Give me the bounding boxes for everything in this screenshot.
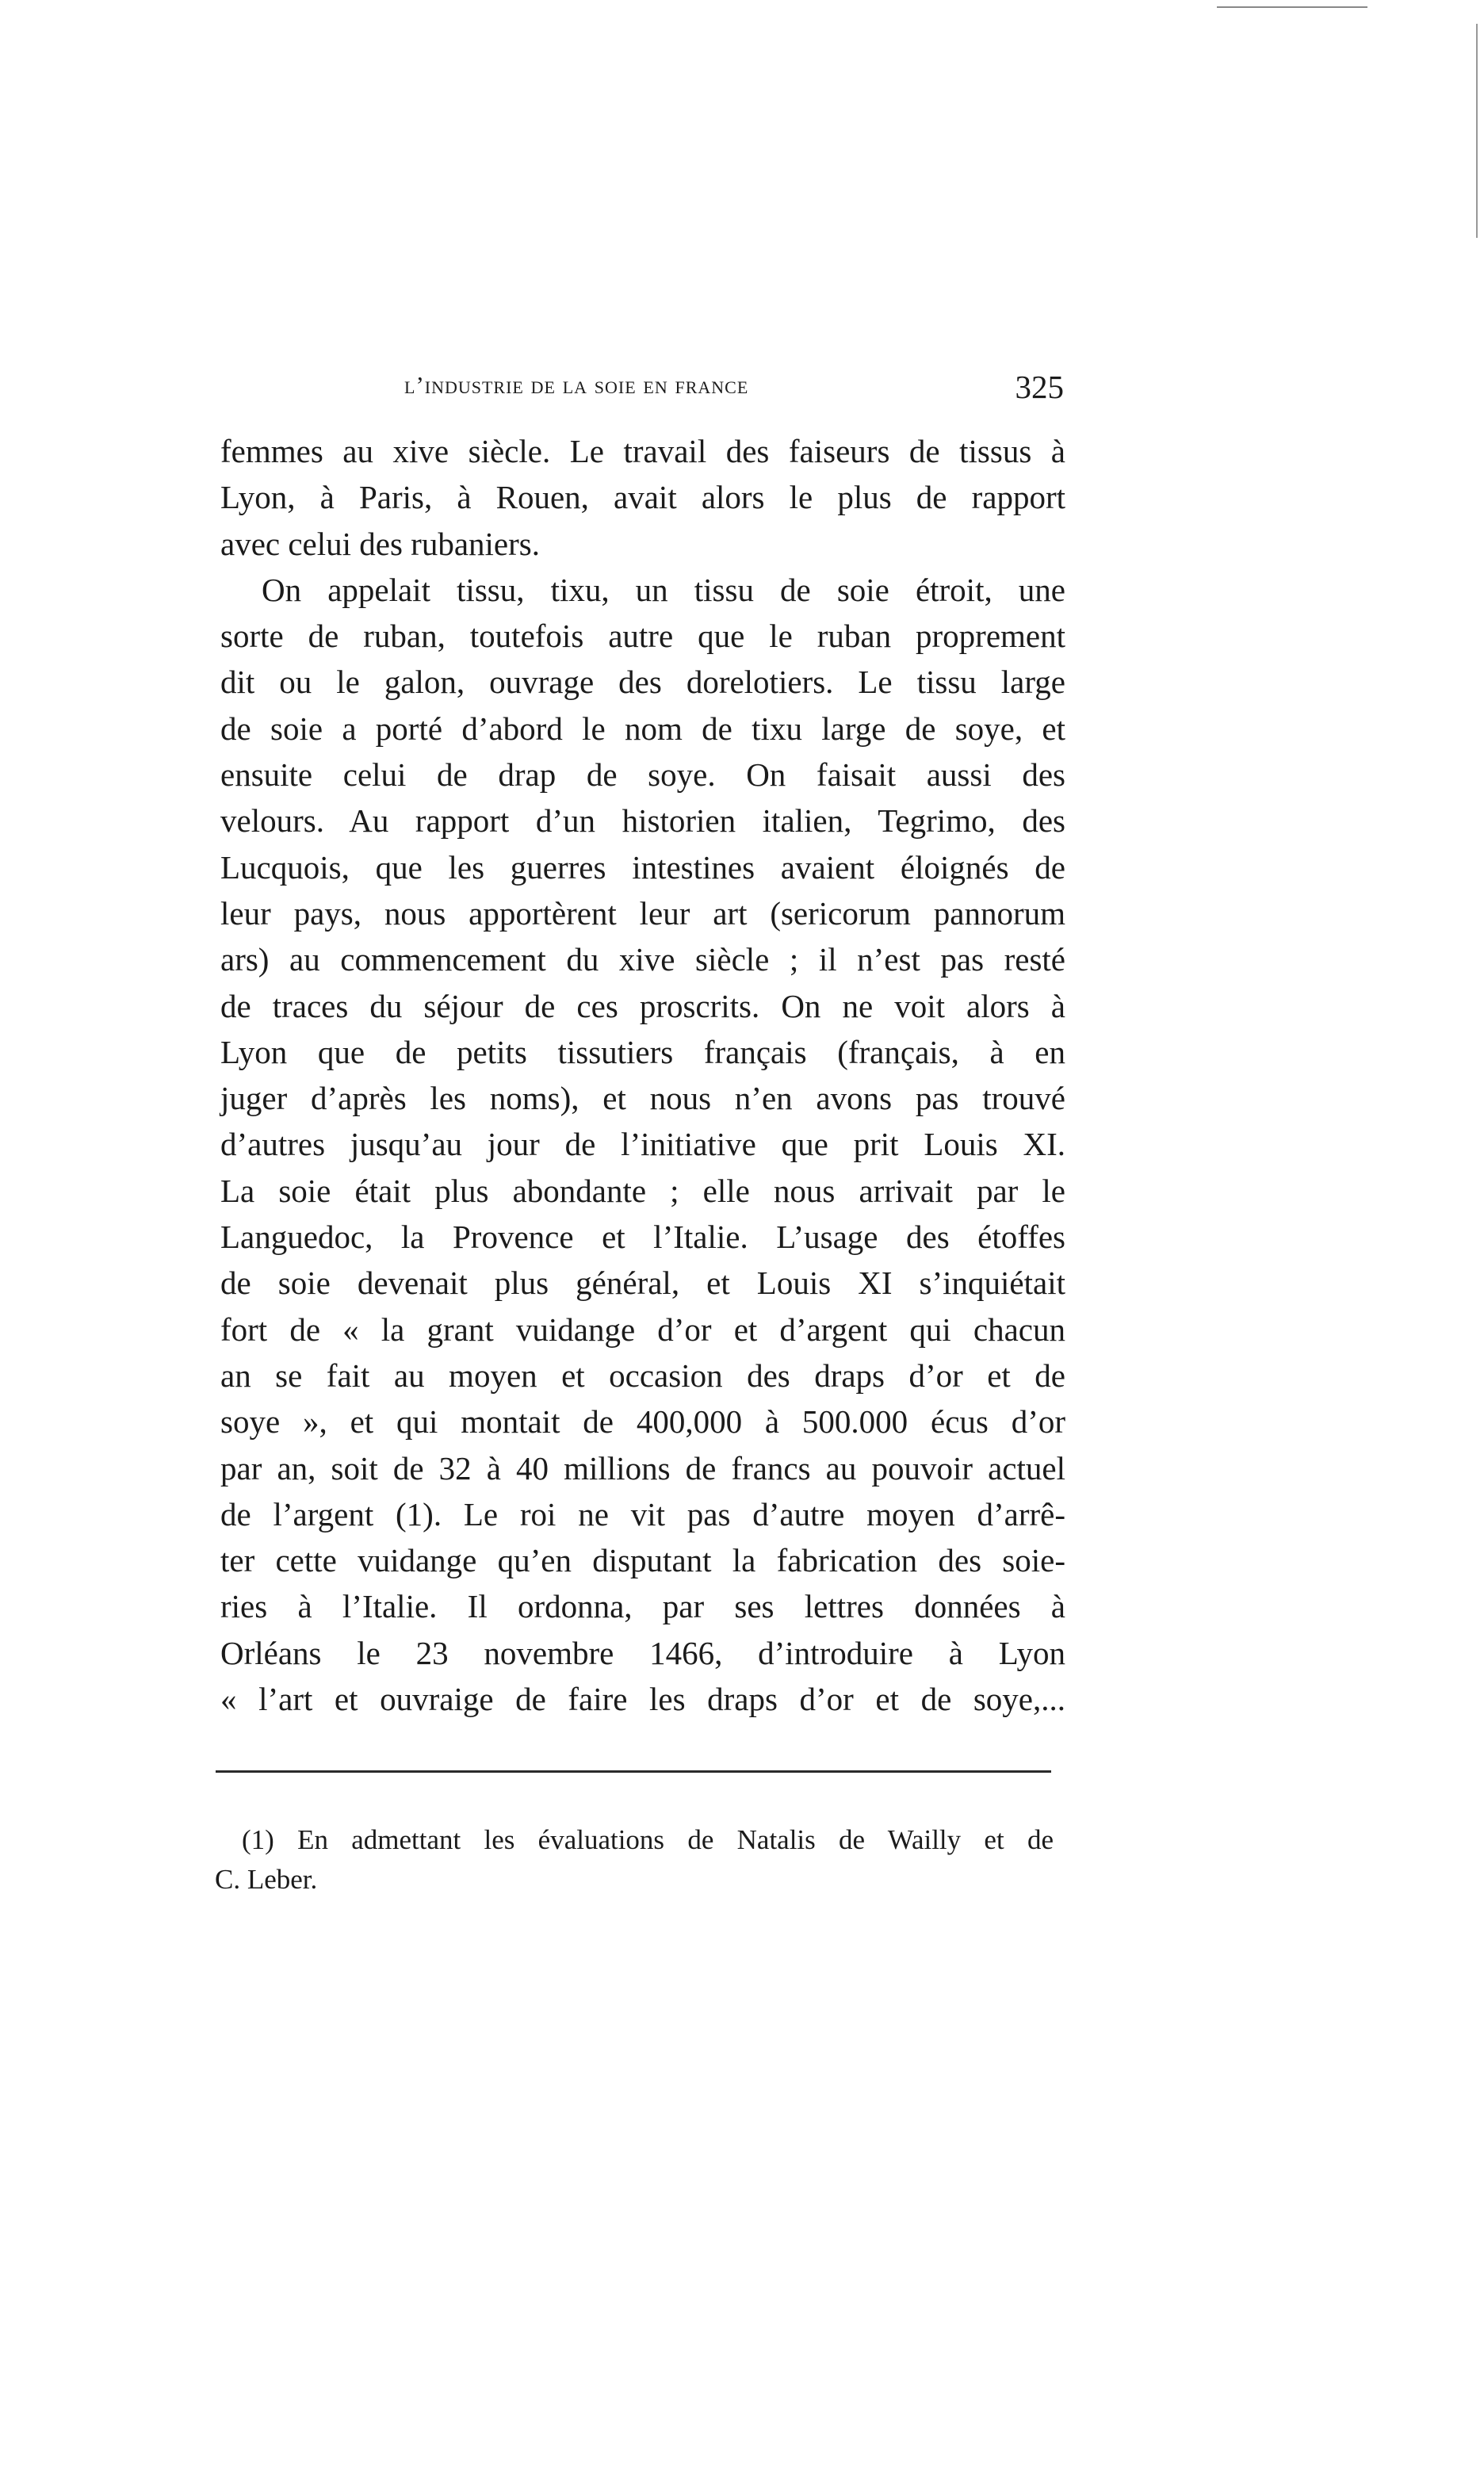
text-line: soye », et qui montait de 400,000 à 500.000 écus d’or: [220, 1403, 1065, 1441]
text-line: sorte de ruban, toutefois autre que le ruban proprement: [220, 618, 1065, 655]
text-line: On appelait tissu, tixu, un tissu de soie étroit, une: [262, 571, 1065, 608]
text-line: leur pays, nous apportèrent leur art (sericorum pannorum: [220, 894, 1065, 932]
body-text: [220, 428, 1065, 1722]
text-line: ensuite celui de drap de soye. On faisait aussi des: [220, 756, 1065, 794]
text-line: de l’argent (1). Le roi ne vit pas d’autre moyen d’arrê-: [220, 1495, 1065, 1532]
text-line: dit ou le galon, ouvrage des dorelotiers. Le tissu large: [220, 664, 1065, 701]
footnote-line: C. Leber.: [215, 1864, 318, 1895]
text-line: velours. Au rapport d’un historien italien, Tegrimo, des: [220, 802, 1065, 840]
text-line: de traces du séjour de ces proscrits. On ne voit alors à: [220, 987, 1065, 1024]
text-line: par an, soit de 32 à 40 millions de francs au pouvoir actuel: [220, 1449, 1065, 1487]
text-line: avec celui des rubaniers.: [220, 525, 540, 562]
text-line: Orléans le 23 novembre 1466, d’introduire à Lyon: [220, 1634, 1065, 1671]
text-line: ries à l’Italie. Il ordonna, par ses lettres données à: [220, 1588, 1065, 1625]
text-line: ars) au commencement du xive siècle ; il n’est pas resté: [220, 941, 1065, 978]
text-line: Lyon que de petits tissutiers français (français, à en: [220, 1033, 1065, 1070]
scan-edge-mark-top: [1217, 6, 1367, 8]
footnote-rule: [216, 1770, 1051, 1773]
text-line: La soie était plus abondante ; elle nous arrivait par le: [220, 1172, 1065, 1209]
text-line: de soie devenait plus général, et Louis XI s’inquiétait: [220, 1265, 1065, 1302]
page-number: 325: [1015, 369, 1064, 405]
text-line: Languedoc, la Provence et l’Italie. L’usage des étoffes: [220, 1219, 1065, 1256]
text-line: de soie a porté d’abord le nom de tixu large de soye, et: [220, 710, 1065, 747]
text-line: an se fait au moyen et occasion des draps d’or et de: [220, 1356, 1065, 1394]
running-head: [214, 371, 1064, 411]
text-line: d’autres jusqu’au jour de l’initiative que prit Louis XI.: [220, 1126, 1065, 1163]
text-line: femmes au xive siècle. Le travail des faiseurs de tissus à: [220, 433, 1065, 469]
text-line: ter cette vuidange qu’en disputant la fabrication des soie-: [220, 1542, 1065, 1579]
text-line: juger d’après les noms), et nous n’en avons pas trouvé: [220, 1080, 1065, 1117]
text-line: fort de « la grant vuidange d’or et d’argent qui chacun: [220, 1311, 1065, 1348]
footnote: [215, 1820, 1054, 1900]
scan-edge-mark-right: [1476, 24, 1478, 238]
text-line: « l’art et ouvraige de faire les draps d’or et de soye,...: [220, 1681, 1065, 1718]
text-line: Lyon, à Paris, à Rouen, avait alors le plus de rapport: [220, 479, 1065, 516]
running-title: l’industrie de la soie en france: [404, 371, 749, 399]
text-line: Lucquois, que les guerres intestines avaient éloignés de: [220, 848, 1065, 886]
footnote-line: (1) En admettant les évaluations de Natalis de Wailly et de: [242, 1824, 1054, 1855]
